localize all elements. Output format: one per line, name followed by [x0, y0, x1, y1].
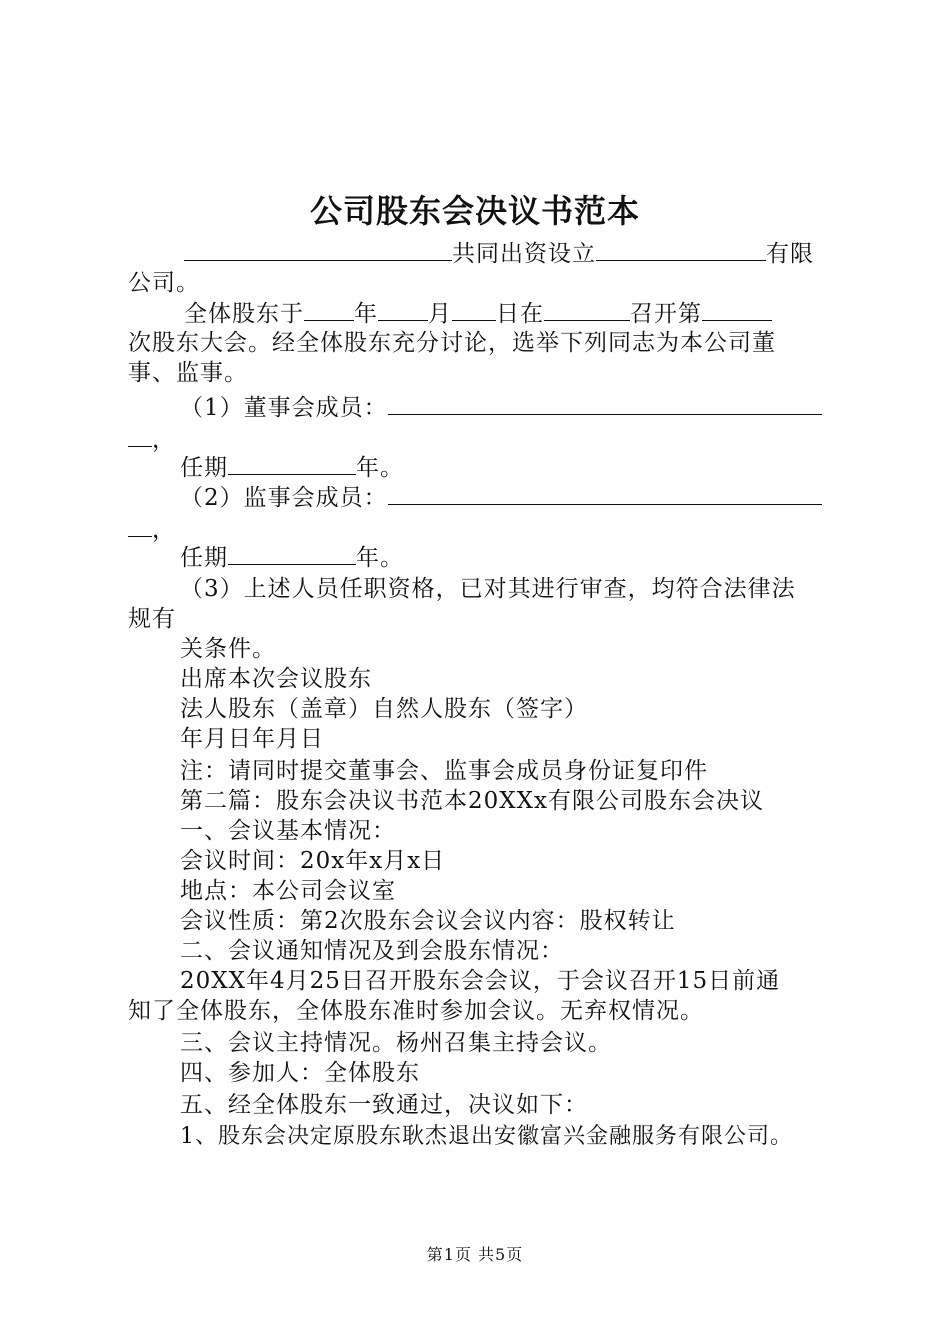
paragraph-line: [180, 482, 822, 513]
page-title: 公司股东会决议书范本: [309, 192, 640, 230]
paragraph-line: 规有: [128, 606, 176, 632]
line-text: ，: [152, 517, 176, 543]
line-text: ，: [152, 427, 176, 453]
paragraph-line: 注：请同时提交董事会、监事会成员身份证复印件: [180, 758, 708, 784]
line-text: 任期: [180, 455, 228, 481]
line-text: 共同出资设立: [452, 241, 596, 267]
fill-blank: [388, 392, 822, 415]
line-text: 年。: [356, 455, 404, 481]
fill-blank: [388, 482, 822, 505]
line-text: （1）董事会成员：: [180, 395, 388, 421]
fill-blank: [228, 542, 356, 565]
fill-blank: [228, 452, 356, 475]
paragraph-line: 五、经全体股东一致通过，决议如下：: [180, 1092, 588, 1118]
paragraph-line: [128, 424, 176, 455]
paragraph-line: 一、会议基本情况：: [180, 818, 396, 844]
paragraph-line: [184, 238, 814, 269]
line-text: （2）监事会成员：: [180, 485, 388, 511]
paragraph-line: 年月日年月日: [180, 726, 324, 752]
line-text: 召开第: [630, 301, 702, 327]
line-text: 年: [354, 301, 378, 327]
line-text: 日在: [496, 301, 544, 327]
line-text: 全体股东于: [184, 301, 304, 327]
fill-blank: [452, 298, 496, 321]
paragraph-line: 二、会议通知情况及到会股东情况：: [180, 938, 564, 964]
paragraph-line: 法人股东（盖章）自然人股东（签字）: [180, 696, 588, 722]
paragraph-line: 第二篇：股东会决议书范本20XXx有限公司股东会决议: [180, 788, 764, 814]
fill-blank: [184, 238, 452, 261]
fill-blank: [304, 298, 354, 321]
paragraph-line: 事、监事。: [128, 360, 248, 386]
paragraph-line: [184, 298, 772, 329]
paragraph-line: [180, 392, 822, 423]
line-text: 任期: [180, 545, 228, 571]
paragraph-line: 公司。: [128, 270, 200, 296]
paragraph-line: 出席本次会议股东: [180, 666, 372, 692]
paragraph-line: （3）上述人员任职资格，已对其进行审查，均符合法律法: [180, 576, 796, 602]
line-text: 月: [428, 301, 452, 327]
paragraph-line: [180, 452, 404, 483]
paragraph-line: 地点：本公司会议室: [180, 878, 396, 904]
paragraph-line: [180, 542, 404, 573]
fill-blank: [702, 298, 772, 321]
line-text: 年。: [356, 545, 404, 571]
paragraph-line: 知了全体股东，全体股东准时参加会议。无弃权情况。: [128, 998, 704, 1024]
fill-blank: [544, 298, 630, 321]
paragraph-line: 关条件。: [180, 636, 276, 662]
fill-blank: [128, 424, 152, 447]
page-number: 第1页 共5页: [426, 1245, 524, 1264]
paragraph-line: 次股东大会。经全体股东充分讨论，选举下列同志为本公司董: [128, 330, 776, 356]
paragraph-line: 三、会议主持情况。杨州召集主持会议。: [180, 1030, 612, 1056]
paragraph-line: 会议性质：第2次股东会议会议内容：股权转让: [180, 908, 676, 934]
fill-blank: [128, 514, 152, 537]
paragraph-line: [128, 514, 176, 545]
fill-blank: [596, 238, 766, 261]
paragraph-line: 20XX年4月25日召开股东会会议，于会议召开15日前通: [180, 968, 781, 994]
line-text: 有限: [766, 241, 814, 267]
paragraph-line: 会议时间：20x年x月x日: [180, 848, 446, 874]
paragraph-line: 1、股东会决定原股东耿杰退出安徽富兴金融服务有限公司。: [180, 1124, 793, 1149]
paragraph-line: 四、参加人：全体股东: [180, 1060, 420, 1086]
fill-blank: [378, 298, 428, 321]
